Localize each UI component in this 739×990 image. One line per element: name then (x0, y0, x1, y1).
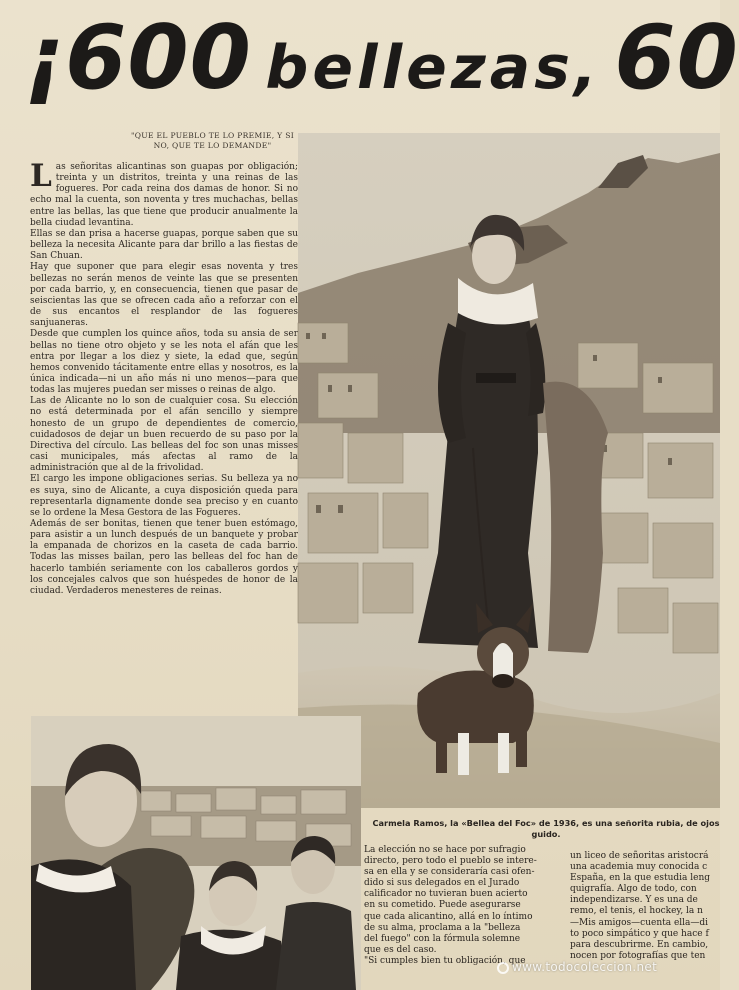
text-line: de su alma, proclama a la "belleza (364, 922, 521, 933)
watermark-text: www.todocoleccion.net (512, 960, 658, 974)
text-line: en su cometido. Puede asegurarse (364, 900, 521, 911)
text-line: un liceo de señoritas aristocrá (570, 851, 709, 861)
text-line: sa en ella y se consideraría casi ofen- (364, 867, 535, 878)
headline-number: ¡600 (24, 6, 252, 109)
text-line: del fuego" con la fórmula solemne (364, 933, 521, 944)
article-paragraph: Las de Alicante no lo son de cualquier cosa. Su elección no está determinada por el afán sencillo y siempre honesto de un grupo de dependientes de comercio, cuidadosos de dejar un buen recuerdo de su paso por la Directiva del círculo. Las belleas del foc son unas misses casi municipales, más afectas al ramo de la administración que al de la frivolidad. (30, 396, 298, 474)
article-paragraph: Desde que cumplen los quince años, toda su ansia de ser bellas no tiene otro objeto y se les nota el afán que les entra por llegar a los diez y siete, la edad que, según hemos convenido tácitamente entre ellas y nosotros, es la única indicada—ni un año más ni uno menos—para que todas las mujeres puedan ser misses o reinas de algo. (30, 329, 298, 396)
secondary-photograph (31, 716, 361, 990)
text-line: una academia muy conocida c (570, 862, 708, 873)
article-column-3 (570, 851, 720, 962)
text-line: independizarse. Y es una de (570, 895, 698, 906)
epigraph: "QUE EL PUEBLO TE LO PREMIE, Y SI NO, QUE TE LO DEMANDE" (130, 131, 294, 150)
article-column-2 (364, 845, 562, 967)
text-line: España, en la que estudia leng (570, 873, 711, 884)
article-paragraph: El cargo les impone obligaciones serias. Su belleza ya no es suya, sino de Alicante, a cuya disposición queda para representarla dignamente donde sea preciso y en cuanto se lo ordene la Mesa Gestora de las Fogueres. (30, 474, 298, 518)
watermark-logo-icon (497, 962, 509, 974)
article-body (30, 158, 298, 597)
headline-number-2: 60 (614, 6, 739, 109)
main-photograph (298, 133, 720, 808)
text-line: remo, el tenis, el hockey, la n (570, 906, 703, 917)
headline (24, 6, 739, 124)
three-women-photo (31, 716, 361, 990)
article-paragraph: Además de ser bonitas, tienen que tener buen estómago, para asistir a un lunch después de un banquete y probar la empanada de chorizos en la caseta de cada barrio. Todas las misses bailan, pero las belleas del foc han de hacerlo también seriamente con los caballeros gordos y los concejales calvos que son huéspedes de honor de la ciudad. Verdaderos menesteres de reinas. (30, 519, 298, 596)
text-line: para descubrirme. En cambio, (570, 939, 709, 950)
text-line: —Mis amigos—cuenta ella—di (570, 917, 709, 928)
text-line: que es del caso. (364, 944, 437, 955)
headline-word: bellezas, (265, 33, 601, 103)
drop-cap: L (30, 158, 52, 194)
text-line: calificador no tuvieran buen acierto (364, 889, 528, 900)
watermark (497, 960, 657, 974)
text-line: dido si sus delegados en el Jurado (364, 878, 520, 889)
text-line: quigrafía. Algo de todo, con (570, 884, 697, 895)
text-line: que cada alicantino, allá en lo íntimo (364, 911, 533, 922)
article-paragraph: Ellas se dan prisa a hacerse guapas, porque saben que su belleza la necesita Alicante para dar brillo a las fiestas de San Chuan. (30, 228, 298, 262)
article-paragraph: as señoritas alicantinas son guapas por obligación; treinta y un distritos, treinta y una reinas de las fogueres. Por cada reina dos damas de honor. Si no echo mal la cuenta, son noventa y tres muchachas, bellas entre las bellas, las que tiene que producir anualmente la bella ciudad levantina. (30, 162, 298, 228)
text-line: La elección no se hace por sufragio (364, 845, 526, 855)
text-line: nocen por fotografías que ten (570, 950, 706, 961)
photo-caption: Carmela Ramos, la «Bellea del Foc» de 1936, es una señorita rubia, de ojos guido. (372, 818, 720, 839)
text-line: "Si cumples bien tu obligación, que (364, 955, 526, 966)
text-line: directo, pero todo el pueblo se intere- (364, 856, 537, 867)
text-line: to poco simpático y que hace f (570, 928, 709, 939)
woman-with-dog-photo (298, 133, 720, 808)
article-paragraph: Hay que suponer que para elegir esas noventa y tres bellezas no serán menos de veinte las que se presenten por cada barrio, y, en consecuencia, tienen que pasar de seiscientas las que se ofrecen cada año a reforzar con el de sus encantos el resplandor de las fogueres sanjuaneras. (30, 262, 298, 329)
